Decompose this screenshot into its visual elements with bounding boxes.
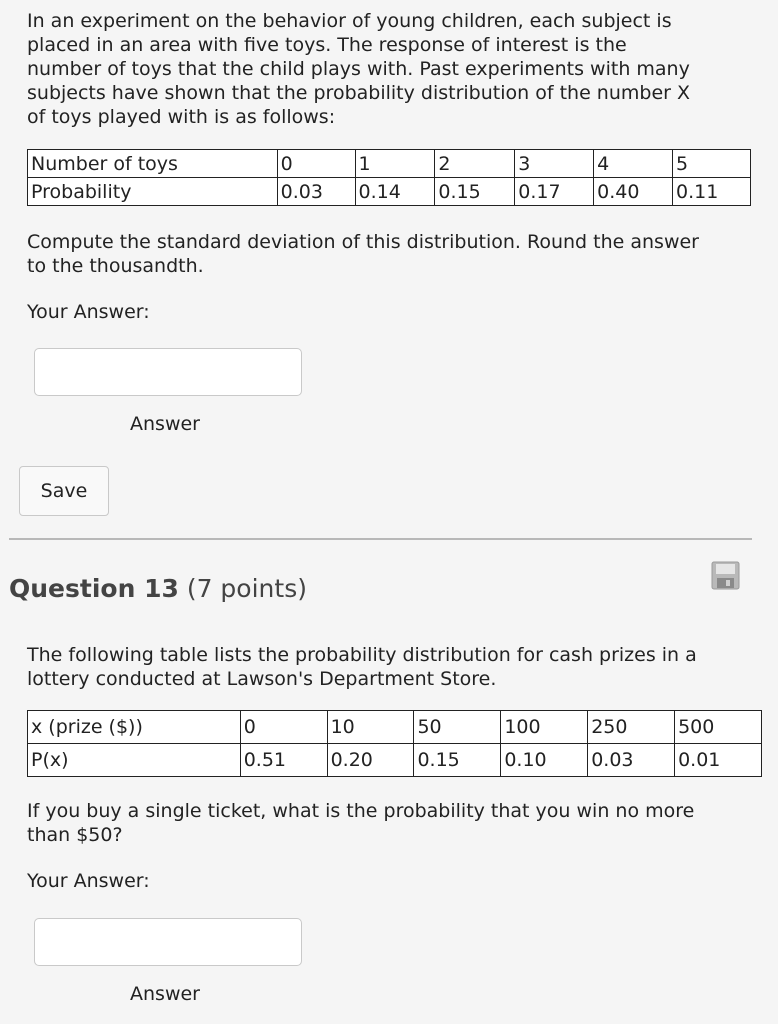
q13-title: Question 13 [9, 574, 179, 603]
q12-your-answer-label: Your Answer: [27, 301, 150, 323]
table-cell: 1 [355, 150, 435, 178]
table-header-cell: x (prize ($)) [28, 711, 241, 744]
table-cell: 250 [588, 711, 675, 744]
table-row [28, 711, 762, 744]
q13-answer-input[interactable] [34, 918, 302, 966]
table-cell: 0.40 [594, 178, 673, 206]
table-cell: 0.15 [414, 744, 501, 777]
table-cell: 100 [501, 711, 588, 744]
q13-task-line: than $50? [27, 824, 123, 846]
table-header-cell: Probability [28, 178, 278, 206]
table-cell: 0 [277, 150, 355, 178]
q13-prompt-line: lottery conducted at Lawson's Department Store. [27, 668, 497, 690]
table-cell: 5 [673, 150, 751, 178]
table-cell: 2 [435, 150, 515, 178]
table-header-cell: P(x) [28, 744, 241, 777]
table-cell: 0.03 [588, 744, 675, 777]
q12-prompt [27, 9, 767, 129]
q12-prompt-line: placed in an area with five toys. The response of interest is the [27, 34, 627, 56]
table-cell: 0.11 [673, 178, 751, 206]
table-cell: 0.10 [501, 744, 588, 777]
q12-prompt-line: In an experiment on the behavior of young children, each subject is [27, 10, 672, 32]
q12-prompt-line: of toys played with is as follows: [27, 106, 336, 128]
table-cell: 500 [675, 711, 762, 744]
q13-points: (7 points) [186, 574, 307, 603]
table-cell: 3 [515, 150, 594, 178]
q13-task [27, 799, 767, 847]
q12-answer-caption: Answer [130, 413, 200, 435]
table-cell: 0.03 [277, 178, 355, 206]
table-row [28, 150, 751, 178]
q12-prompt-line: subjects have shown that the probability distribution of the number X [27, 82, 691, 104]
table-cell: 0 [240, 711, 327, 744]
q13-prompt-line: The following table lists the probability distribution for cash prizes in a [27, 644, 697, 666]
table-cell: 50 [414, 711, 501, 744]
table-cell: 0.51 [240, 744, 327, 777]
q12-task-line: to the thousandth. [27, 255, 204, 277]
q13-answer-caption: Answer [130, 983, 200, 1005]
table-cell: 0.14 [355, 178, 435, 206]
floppy-disk-icon[interactable] [711, 561, 740, 590]
q12-task-line: Compute the standard deviation of this distribution. Round the answer [27, 231, 699, 253]
q12-task [27, 230, 767, 278]
table-row [28, 178, 751, 206]
q13-your-answer-label: Your Answer: [27, 870, 150, 892]
table-cell: 0.17 [515, 178, 594, 206]
table-cell: 0.01 [675, 744, 762, 777]
q13-task-line: If you buy a single ticket, what is the probability that you win no more [27, 800, 695, 822]
table-cell: 0.15 [435, 178, 515, 206]
save-button[interactable]: Save [19, 466, 109, 516]
q13-prompt [27, 643, 767, 691]
q13-distribution-table [27, 710, 762, 777]
table-cell: 10 [327, 711, 414, 744]
table-row [28, 744, 762, 777]
q12-distribution-table [27, 149, 751, 206]
table-cell: 4 [594, 150, 673, 178]
table-cell: 0.20 [327, 744, 414, 777]
table-header-cell: Number of toys [28, 150, 278, 178]
q12-prompt-line: number of toys that the child plays with. Past experiments with many [27, 58, 690, 80]
q12-answer-input[interactable] [34, 348, 302, 396]
q13-header [9, 574, 307, 603]
question-divider [9, 538, 752, 540]
